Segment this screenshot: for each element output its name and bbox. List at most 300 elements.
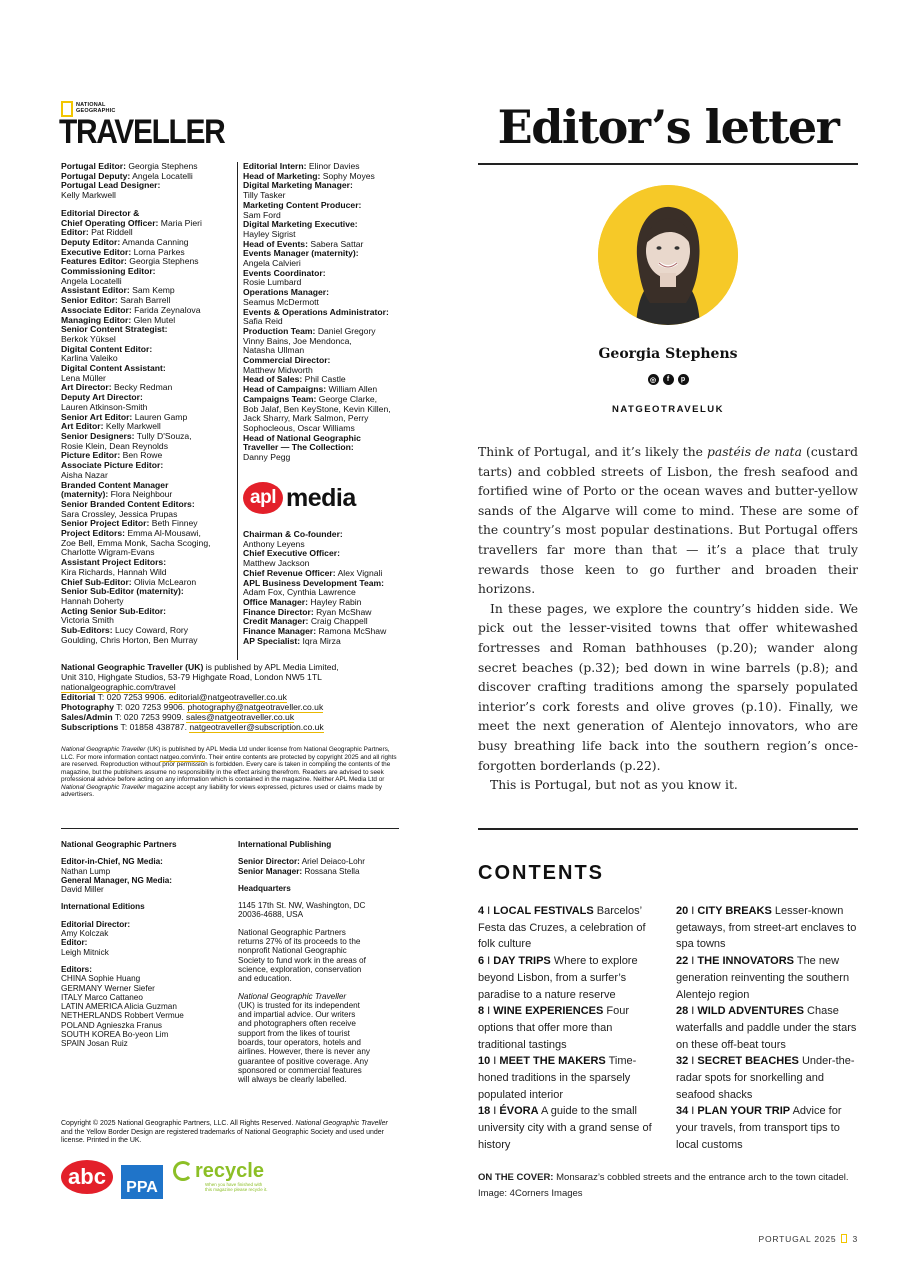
credit-name: Zoe Bell, Emma Monk, Sacha Scoging, (61, 537, 211, 548)
credit-name: Amanda Canning (122, 236, 189, 247)
legal-italic-2: National Geographic Traveller (61, 783, 146, 791)
credit-name: support from the likes of tourist (238, 1028, 350, 1038)
credit-role: Editors: (61, 964, 92, 974)
credit-line (238, 928, 400, 937)
credit-name: Pat Riddell (91, 227, 133, 238)
contents-item[interactable] (478, 1103, 658, 1153)
contents-item[interactable] (676, 903, 858, 953)
credit-name: NETHERLANDS Robbert Vermue (61, 1011, 184, 1021)
credit-name: Lucy Coward, Rory (114, 625, 189, 636)
recycle-word: recycle (195, 1160, 264, 1182)
contents-item-heading (478, 955, 551, 967)
contents-separator: I (688, 1055, 698, 1068)
credit-role: International Publishing (238, 840, 332, 849)
contents-separator: I (688, 1005, 698, 1018)
spacer (238, 920, 400, 928)
apl-logo-word: media (286, 483, 356, 512)
legal-text-1: (UK) is published by APL Media Ltd under license from National Geographic Partners, LLC. For more information contact (61, 746, 390, 761)
spacer (61, 849, 231, 857)
spacer (61, 912, 231, 920)
contents-item[interactable] (676, 1003, 858, 1053)
copyright-text-1: Copyright © 2025 National Geographic Partners, LLC. All Rights Reserved. (61, 1120, 296, 1127)
credit-line (238, 1075, 400, 1084)
ppa-logo: PPA (121, 1165, 163, 1199)
contents-separator: I (484, 905, 494, 917)
publisher-line1: is published by APL Media Limited, (203, 662, 339, 672)
credit-name: Lorna Parkes (133, 246, 185, 257)
editorial-email-link[interactable]: editorial@natgeotraveller.co.uk (168, 692, 287, 702)
cover-text: Monsaraz’s cobbled streets and the entrance arch to the town citadel. Image: 4Corners Images (478, 1172, 849, 1199)
credit-role: Digital Marketing Manager: (243, 180, 353, 191)
credit-name: ITALY Marco Cattaneo (61, 992, 143, 1002)
credit-name: Matthew Jackson (243, 558, 310, 569)
page-number: 3 (852, 1234, 858, 1244)
credit-name: GERMANY Werner Siefer (61, 983, 155, 993)
credit-name: William Allen (328, 384, 378, 395)
contents-rule (478, 828, 858, 830)
credit-line (61, 876, 231, 885)
title-rule (478, 163, 858, 165)
credit-name: Angela Locatelli (61, 275, 122, 286)
credit-line (61, 1002, 231, 1011)
contents-item[interactable] (676, 1103, 858, 1153)
contents-separator: I (484, 955, 494, 968)
credit-line (61, 885, 231, 894)
credit-line (61, 974, 231, 983)
credit-line (61, 636, 241, 646)
credit-line (238, 857, 400, 866)
credit-name: Hayley Sigrist (243, 228, 296, 239)
credit-role: Commissioning Editor: (61, 266, 156, 277)
ng-wordmark-line2: GEOGRAPHIC (76, 108, 116, 114)
credit-name: Anthony Leyens (243, 538, 305, 549)
credit-name: Ryan McShaw (316, 606, 372, 617)
contents-page-number: 18 (478, 1105, 491, 1118)
credit-role: Chief Executive Officer: (243, 548, 340, 559)
legal-link[interactable]: natgeo.com/info (159, 753, 206, 761)
credit-role: Managing Editor: (61, 314, 132, 325)
credit-role: General Manager, NG Media: (61, 875, 173, 885)
credit-line (61, 857, 231, 866)
credit-role: Art Editor: (61, 421, 104, 432)
credit-line (238, 956, 400, 965)
credit-role: Associate Picture Editor: (61, 460, 164, 471)
credit-role: Head of Campaigns: (243, 384, 327, 395)
contents-page-number: 22 (676, 955, 689, 968)
recycle-icon (173, 1161, 193, 1181)
credit-line (238, 910, 400, 919)
folio-yellow-box-icon (841, 1234, 847, 1243)
credit-name: Nathan Lump (61, 866, 111, 876)
social-icons (478, 374, 858, 385)
contents-item-title: LOCAL FESTIVALS (493, 905, 594, 917)
credit-name: Sabera Sattar (310, 238, 364, 249)
credit-name: Karlina Valeiko (61, 353, 118, 364)
staff-list-right (243, 162, 418, 463)
credit-name: (UK) is trusted for its independent (238, 1000, 360, 1010)
credit-line (61, 984, 231, 993)
contents-item[interactable] (478, 903, 658, 953)
contents-item-title: ÉVORA (499, 1105, 539, 1118)
credit-name: Berkok Yüksel (61, 333, 116, 344)
credit-role: Editorial Intern: (243, 161, 307, 171)
contents-item-heading (676, 905, 772, 917)
credit-line (243, 453, 418, 463)
credit-name: Danny Pegg (243, 452, 291, 463)
credit-role: Chairman & Co-founder: (243, 529, 343, 539)
credit-line (238, 992, 400, 1001)
ng-wordmark-line1: NATIONAL (76, 102, 106, 108)
contents-heading: CONTENTS (478, 862, 604, 884)
credit-role: Head of Marketing: (243, 170, 321, 181)
credit-name: will always be clearly labelled. (238, 1075, 347, 1085)
credit-role: Traveller — The Collection: (243, 442, 354, 453)
credit-name: Adam Fox, Cynthia Lawrence (243, 587, 356, 598)
credit-role: Events & Operations Administrator: (243, 306, 389, 317)
credit-line (61, 1030, 231, 1039)
credit-name: Ramona McShaw (318, 626, 387, 637)
letter-paragraph-2: In these pages, we explore the country’s hidden side. We pick out the lesser-visited towns that offer whitewashed fortresses and Roman bathhouses (p.20); wander along secret beaches (p.32); bed down in wine barrels (p.8); and discover crafting traditions among the sparsely populated interior’s cork forests and olive groves (p.10). Finally, we meet the next generation of Alentejo innovators, who are busy breathing life back into the southern region’s once-forgotten borderlands (p.22). (478, 601, 858, 773)
page-title: Editor’s letter (497, 100, 839, 154)
credit-role: Head of Sales: (243, 374, 303, 385)
contents-item-desc: A guide to the small university city with a grand sense of history (478, 1105, 652, 1151)
credit-role: Operations Manager: (243, 287, 329, 298)
credit-name: Farida Zeynalova (134, 304, 201, 315)
partners-list-left (61, 840, 231, 1049)
traveller-logo: TRAVELLER (59, 113, 225, 151)
credit-line (238, 1019, 400, 1028)
credit-name: Angela Calvieri (243, 258, 301, 269)
credit-role: APL Business Development Team: (243, 577, 385, 588)
contents-item-title: DAY TRIPS (493, 955, 551, 968)
credit-line (238, 1047, 400, 1056)
credit-role: Production Team: (243, 325, 316, 336)
credit-role: Project Editors: (61, 528, 125, 539)
credit-name: Olivia McLearon (134, 576, 197, 587)
credit-name: Tully D'Souza, (136, 430, 192, 441)
credit-name: Rosie Lumbard (243, 277, 302, 288)
credit-line (238, 1029, 400, 1038)
contents-separator: I (490, 1055, 500, 1068)
credit-role: International Editions (61, 902, 145, 912)
credit-name: Kira Richards, Hannah Wild (61, 566, 167, 577)
subscriptions-email-link[interactable]: natgeotraveller@subscription.co.uk (189, 722, 324, 732)
contents-item-title: PLAN YOUR TRIP (697, 1105, 791, 1118)
credit-line (238, 946, 400, 955)
publisher-info (61, 662, 401, 732)
contents-item-desc: Where to explore beyond Lisbon, from a surfer’s paradise to a nature reserve (478, 955, 638, 1001)
credit-name: Angela Locatelli (132, 170, 193, 181)
credit-line (238, 867, 400, 876)
contents-page-number: 32 (676, 1055, 689, 1068)
credit-name: National Geographic Partners (238, 927, 346, 937)
credit-role: Editorial Director & (61, 207, 140, 218)
partners-list-right (238, 840, 400, 1085)
credit-role: Art Director: (61, 382, 112, 393)
credit-name: POLAND Agnieszka Franus (61, 1020, 163, 1030)
credit-name: Victoria Smith (61, 615, 114, 626)
recycle-note-2: this magazine please recycle it. (205, 1187, 268, 1192)
legal-text-3: magazine accept any liability for views expressed, pictures used or claims made by advertisers. (61, 783, 382, 798)
contents-item-desc: The new generation reinventing the southern Alentejo region (676, 955, 850, 1001)
credit-line (61, 902, 231, 911)
contents-item[interactable] (478, 953, 658, 1003)
sales-email-link[interactable]: sales@natgeotraveller.co.uk (186, 712, 295, 722)
credit-name: Flora Neighbour (110, 489, 173, 500)
credit-line (238, 1010, 400, 1019)
credit-line (61, 1011, 231, 1020)
credit-role: Chief Revenue Officer: (243, 567, 336, 578)
credit-role: Branded Content Manager (61, 479, 169, 490)
credit-role: Credit Manager: (243, 616, 309, 627)
contents-item-heading (676, 1105, 790, 1117)
contents-item-heading (676, 1055, 799, 1067)
facebook-icon[interactable]: f (663, 374, 674, 385)
credit-name: returns 27% of its proceeds to the (238, 937, 361, 947)
credit-role: Events Manager (maternity): (243, 248, 359, 259)
credit-name: Sara Crossley, Jessica Prupas (61, 508, 178, 519)
credit-name: Matthew Midworth (243, 364, 313, 375)
credit-name: Vinny Bains, Joe Mendonca, (243, 335, 352, 346)
credit-name: National Geographic Traveller (238, 991, 347, 1001)
contents-item-title: SECRET BEACHES (697, 1055, 799, 1068)
credit-line (61, 867, 231, 876)
credit-role: Campaigns Team: (243, 393, 317, 404)
credit-name: Rosie Klein, Dean Reynolds (61, 440, 169, 451)
contents-item-desc: Barcelos’ Festa das Cruzes, a celebration of folk culture (478, 905, 646, 951)
credit-role: Executive Editor: (61, 246, 132, 257)
credit-name: Tilly Tasker (243, 190, 286, 201)
letter-p1-b: (custard tarts) and cobbled streets of Lisbon, the fresh seafood and fortified wine of Porto or the ocean waves and butter-yellow sands of the Algarve will come to mind. These are some of the country’s most popular destinations. But Portugal offers travellers far more than that — it’s a place that truly rewards those keen to go further and broaden their horizons. (478, 445, 858, 597)
credit-role: Senior Sub-Editor (maternity): (61, 586, 184, 597)
abc-logo: abc (61, 1160, 113, 1194)
credit-role: Digital Content Editor: (61, 343, 153, 354)
credit-name: Bob Jalaf, Ben KeyStone, Kevin Killen, (243, 403, 391, 414)
credit-role: National Geographic Partners (61, 840, 177, 849)
contents-page-number: 34 (676, 1105, 689, 1118)
contents-item-title: WILD ADVENTURES (697, 1005, 804, 1018)
credit-name: Georgia Stephens (128, 161, 198, 171)
credit-name: Amy Kolczak (61, 929, 109, 939)
contents-item-desc: Under-the-radar spots for snorkelling and seafood shacks (676, 1055, 855, 1101)
credit-role: Senior Branded Content Editors: (61, 498, 195, 509)
credit-name: Sophy Moyes (322, 170, 375, 181)
credit-name: Ben Rowe (122, 450, 163, 461)
credit-name: Elinor Davies (308, 161, 360, 171)
credit-name: and education. (238, 974, 292, 984)
credit-role: AP Specialist: (243, 635, 301, 646)
credit-role: Finance Director: (243, 606, 314, 617)
credit-role: Senior Art Editor: (61, 411, 133, 422)
credit-name: Jack Sharry, Mark Salmon, Perry (243, 413, 369, 424)
contents-item-heading (478, 1105, 539, 1117)
credit-name: George Clarke, (318, 393, 378, 404)
credit-name: Sam Ford (243, 209, 281, 220)
credit-role: Features Editor: (61, 256, 127, 267)
credit-line (238, 1001, 400, 1010)
pinterest-icon[interactable]: p (678, 374, 689, 385)
spacer (61, 957, 231, 965)
credit-name: and impartial advice. Our writers (238, 1010, 356, 1020)
credit-name: Maria Pieri (160, 217, 202, 228)
credit-line (238, 901, 400, 910)
credit-name: Phil Castle (304, 374, 346, 385)
contents-item-title: WINE EXPERIENCES (493, 1005, 604, 1018)
credit-line (238, 840, 400, 849)
credit-role: Headquarters (238, 883, 291, 893)
credit-role: (maternity): (61, 489, 109, 500)
spacer (238, 893, 400, 901)
credit-name: Emma Al-Mousawi, (127, 528, 201, 539)
contents-page-number: 10 (478, 1055, 491, 1068)
credit-role: Acting Senior Sub-Editor: (61, 605, 167, 616)
contents-item-title: MEET THE MAKERS (499, 1055, 606, 1068)
contents-item-desc: Chase waterfalls and paddle under the stars on these off-beat tours (676, 1005, 857, 1051)
photography-email-link[interactable]: photography@natgeotraveller.co.uk (187, 702, 324, 712)
spacer (61, 894, 231, 902)
credit-name: Goulding, Chris Horton, Ben Murray (61, 634, 198, 645)
contents-separator: I (688, 1105, 698, 1118)
credit-name: David Miller (61, 885, 104, 895)
contents-item-title: THE INNOVATORS (697, 955, 794, 968)
contents-item[interactable] (676, 1053, 858, 1103)
credit-name: 1145 17th St. NW, Washington, DC (238, 901, 366, 911)
credit-name: science, exploration, conservation (238, 964, 362, 974)
credit-name: nonprofit National Geographic (238, 946, 347, 956)
contents-item[interactable] (478, 1053, 658, 1103)
credit-role: Editor: (61, 227, 89, 238)
spacer (238, 984, 400, 992)
editorial-label: Editorial (61, 692, 96, 702)
credit-name: Lauren Atkinson-Smith (61, 401, 148, 412)
credit-role: Portugal Editor: (61, 161, 126, 171)
credit-name: Sophocleous, Oscar Williams (243, 422, 355, 433)
credit-role: Assistant Editor: (61, 285, 130, 296)
credit-role: Senior Designers: (61, 430, 135, 441)
credit-line (61, 948, 231, 957)
publisher-url-link[interactable]: nationalgeographic.com/travel (61, 682, 176, 692)
contents-separator: I (688, 955, 698, 968)
credit-role: Events Coordinator: (243, 267, 326, 278)
photography-label: Photography (61, 702, 114, 712)
credit-name: Georgia Stephens (129, 256, 199, 267)
credit-name: CHINA Sophie Huang (61, 974, 141, 984)
letter-body (478, 443, 858, 796)
letter-paragraph-3: This is Portugal, but not as you know it. (490, 778, 738, 793)
contents-item-heading (478, 1005, 603, 1017)
credit-name: Sam Kemp (132, 285, 175, 296)
credit-role: Office Manager: (243, 596, 308, 607)
credit-role: Finance Manager: (243, 626, 317, 637)
credit-name: airlines. However, there is never any (238, 1047, 370, 1057)
credit-line (61, 938, 231, 947)
credit-role: Portugal Lead Designer: (61, 180, 161, 191)
credit-line (243, 637, 418, 647)
contents-item-desc: Four options that offer more than traditional tastings (478, 1005, 630, 1051)
editor-portrait (598, 185, 738, 325)
credit-role: Senior Manager: (238, 866, 303, 876)
folio (740, 1234, 858, 1244)
credit-name: Hannah Doherty (61, 595, 124, 606)
contents-page-number: 6 (478, 955, 485, 968)
credit-role: Sub-Editors: (61, 625, 113, 636)
cover-label: ON THE COVER: (478, 1172, 554, 1183)
credit-name: and photographers often receive (238, 1019, 356, 1029)
instagram-icon[interactable]: ◎ (648, 374, 659, 385)
contents-item-desc: Advice for your travels, from transport tips to local customs (676, 1105, 842, 1151)
credit-line (61, 929, 231, 938)
credit-line (238, 884, 400, 893)
subscriptions-tel: T: 01858 438787. (118, 722, 190, 732)
credit-name: sponsored or commercial features (238, 1065, 362, 1075)
credit-name: SOUTH KOREA Bo-yeon Lim (61, 1030, 169, 1040)
credit-role: Head of National Geographic (243, 432, 361, 443)
copyright-italic: National Geographic Traveller (295, 1120, 388, 1127)
credit-name: Hayley Rabin (310, 596, 362, 607)
credit-line (238, 1057, 400, 1066)
credit-name: Beth Finney (151, 518, 198, 529)
credit-name: 20036-4688, USA (238, 910, 304, 920)
credit-name: Craig Chappell (310, 616, 368, 627)
credit-role: Editorial Director: (61, 919, 131, 929)
credit-name: LATIN AMERICA Alicia Guzman (61, 1002, 177, 1012)
contents-list-right (676, 903, 858, 1154)
contents-item-desc: Lesser-known getaways, from street-art enclaves to spa towns (676, 905, 857, 951)
credit-role: Picture Editor: (61, 450, 121, 461)
credit-role: Marketing Content Producer: (243, 199, 362, 210)
credit-line (61, 1021, 231, 1030)
credit-name: Natasha Ullman (243, 345, 305, 356)
subscriptions-label: Subscriptions (61, 722, 119, 732)
legal-italic-1: National Geographic Traveller (61, 746, 146, 753)
apl-logo-circle: apl (243, 482, 283, 514)
credit-name: Society to fund work in the areas of (238, 955, 366, 965)
contents-item[interactable] (478, 1003, 658, 1053)
apl-staff-list (243, 530, 418, 646)
contents-separator: I (490, 1105, 500, 1118)
credit-name: Ariel Deiaco-Lohr (301, 857, 365, 867)
credit-line (61, 920, 231, 929)
credit-name: Sarah Barrell (120, 295, 171, 306)
contents-page-number: 8 (478, 1005, 485, 1018)
spacer (238, 849, 400, 857)
credit-role: Deputy Editor: (61, 236, 121, 247)
credit-name: Kelly Markwell (105, 421, 161, 432)
recycle-note-1: When you have finished with (205, 1182, 263, 1187)
social-handle: NATGEOTRAVELUK (612, 404, 724, 415)
credit-name: Becky Redman (114, 382, 173, 393)
contents-page-number: 4 (478, 905, 485, 917)
credit-role: Senior Content Strategist: (61, 324, 168, 335)
sales-tel: T: 020 7253 9909. (112, 712, 187, 722)
credit-role: Commercial Director: (243, 355, 331, 366)
contents-page-number: 20 (676, 905, 689, 917)
contents-item-heading (676, 955, 794, 967)
contents-separator: I (484, 1005, 494, 1018)
letter-p1-a: Think of Portugal, and it’s likely the (478, 445, 708, 459)
credit-name: Charlotte Wigram-Evans (61, 547, 155, 558)
contents-separator: I (688, 905, 698, 917)
credit-line (238, 1038, 400, 1047)
contents-item[interactable] (676, 953, 858, 1003)
contents-item-heading (478, 905, 594, 917)
credit-name: Safia Reid (243, 316, 283, 327)
credit-name: Rossana Stella (304, 866, 360, 876)
credit-role: Deputy Art Director: (61, 392, 143, 403)
credit-role: Head of Events: (243, 238, 308, 249)
copyright-notice (61, 1120, 401, 1146)
credit-name: Kelly Markwell (61, 190, 116, 201)
